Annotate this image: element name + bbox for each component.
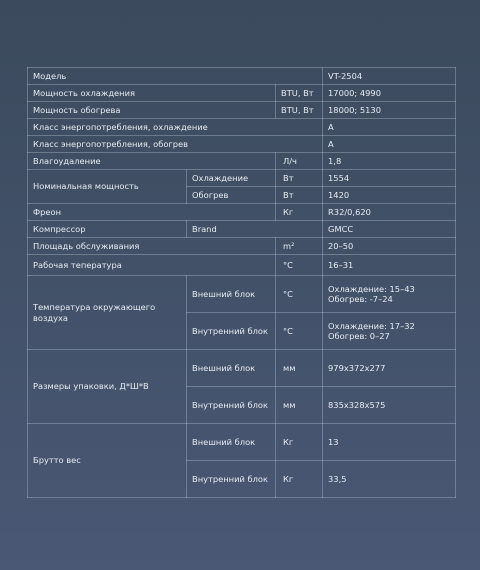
row-label: Класс энергопотребления, обогрев xyxy=(28,136,323,153)
row-sublabel: Внешний блок xyxy=(187,424,276,461)
row-label: Размеры упаковки, Д*Ш*В xyxy=(28,350,187,424)
value-line: Обогрев: 0–27 xyxy=(328,331,390,341)
row-value: 835x328x575 xyxy=(323,387,456,424)
row-value: R32/0,620 xyxy=(323,204,456,221)
row-label: Номинальная мощность xyxy=(28,170,187,204)
row-value: VT-2504 xyxy=(323,68,456,85)
row-unit: BTU, Вт xyxy=(276,85,323,102)
row-unit: Кг xyxy=(276,424,323,461)
table-row xyxy=(28,350,456,387)
table-row xyxy=(28,102,456,119)
row-label: Влагоудаление xyxy=(28,153,276,170)
row-label: Брутто вес xyxy=(28,424,187,498)
row-sublabel: Охлаждение xyxy=(187,170,276,187)
row-label: Модель xyxy=(28,68,323,85)
table-row xyxy=(28,255,456,276)
row-value: 33,5 xyxy=(323,461,456,498)
row-label: Мощность охлаждения xyxy=(28,85,276,102)
row-unit: мм xyxy=(276,387,323,424)
table-row xyxy=(28,136,456,153)
row-unit: BTU, Вт xyxy=(276,102,323,119)
row-value: 979x372x277 xyxy=(323,350,456,387)
row-label: Класс энергопотребления, охлаждение xyxy=(28,119,323,136)
row-label: Компрессор xyxy=(28,221,187,238)
row-value xyxy=(323,276,456,313)
row-value: GMCC xyxy=(323,221,456,238)
table-row xyxy=(28,153,456,170)
row-sublabel: Внутренний блок xyxy=(187,461,276,498)
row-unit: Л/ч xyxy=(276,153,323,170)
table-row xyxy=(28,238,456,255)
row-value: 1420 xyxy=(323,187,456,204)
row-unit: m² xyxy=(276,238,323,255)
row-value: 16–31 xyxy=(323,255,456,276)
row-unit: Вт xyxy=(276,187,323,204)
row-unit: Кг xyxy=(276,461,323,498)
row-value: A xyxy=(323,119,456,136)
value-line: Охлаждение: 17–32 xyxy=(328,320,415,331)
value-line: Охлаждение: 15–43 xyxy=(328,283,415,294)
row-unit: Кг xyxy=(276,204,323,221)
spec-table-container xyxy=(27,67,455,498)
row-value: 18000; 5130 xyxy=(323,102,456,119)
table-row xyxy=(28,170,456,187)
row-unit: °C xyxy=(276,313,323,350)
table-row xyxy=(28,424,456,461)
spec-table xyxy=(27,67,456,498)
row-unit: °C xyxy=(276,276,323,313)
row-value: 17000; 4990 xyxy=(323,85,456,102)
table-row xyxy=(28,204,456,221)
table-row xyxy=(28,68,456,85)
row-label: Рабочая тепература xyxy=(28,255,276,276)
table-row xyxy=(28,119,456,136)
row-value: 1554 xyxy=(323,170,456,187)
row-label: Фреон xyxy=(28,204,276,221)
row-value: 13 xyxy=(323,424,456,461)
row-value xyxy=(323,313,456,350)
row-sublabel: Brand xyxy=(187,221,323,238)
row-label: Мощность обогрева xyxy=(28,102,276,119)
value-line: Обогрев: -7–24 xyxy=(328,294,393,304)
row-value: 20–50 xyxy=(323,238,456,255)
row-unit: °C xyxy=(276,255,323,276)
row-sublabel: Внутренний блок xyxy=(187,387,276,424)
row-sublabel: Внешний блок xyxy=(187,350,276,387)
row-label: Площадь обслуживания xyxy=(28,238,276,255)
row-unit: Вт xyxy=(276,170,323,187)
row-unit: мм xyxy=(276,350,323,387)
row-sublabel: Внутренний блок xyxy=(187,313,276,350)
table-row xyxy=(28,276,456,313)
row-label: Температура окружающего воздуха xyxy=(28,276,187,350)
table-row xyxy=(28,85,456,102)
row-value: A xyxy=(323,136,456,153)
row-value: 1,8 xyxy=(323,153,456,170)
row-sublabel: Обогрев xyxy=(187,187,276,204)
table-row xyxy=(28,221,456,238)
row-sublabel: Внешний блок xyxy=(187,276,276,313)
